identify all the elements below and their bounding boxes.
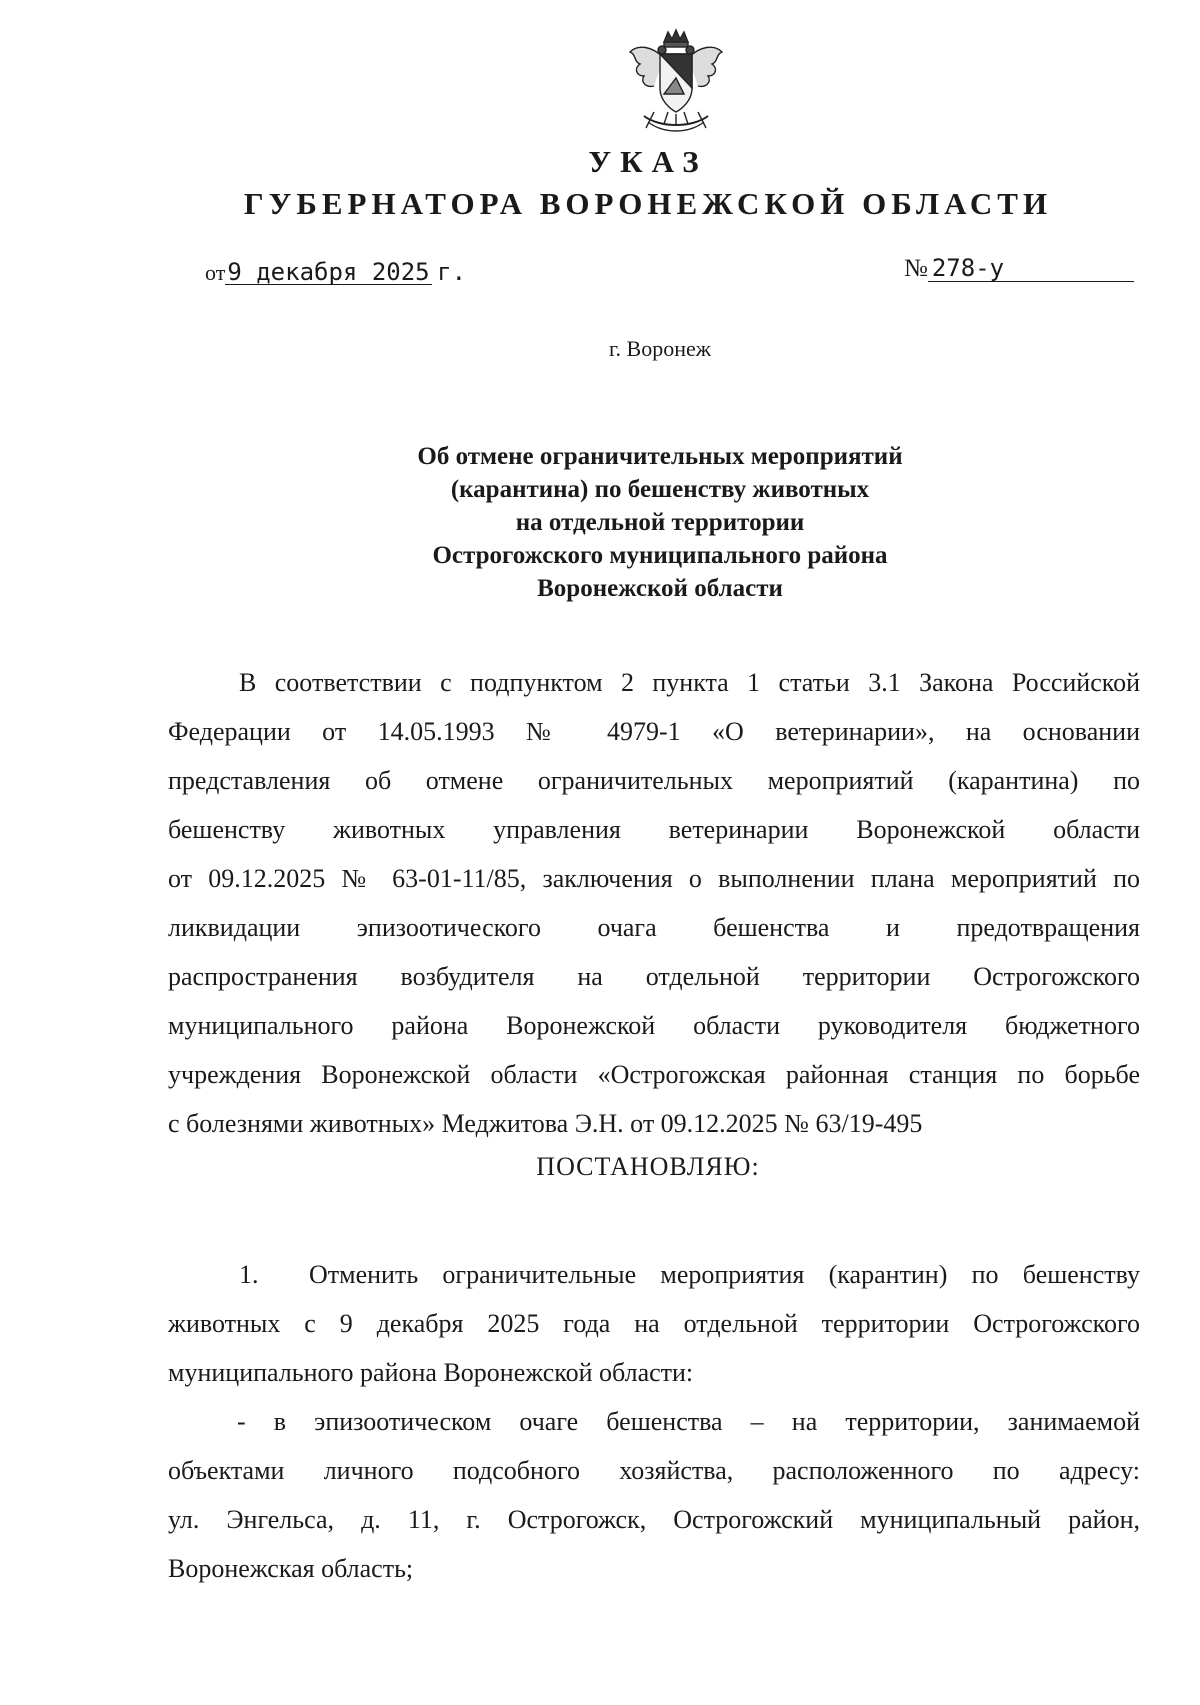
preamble-line: учреждения Воронежской области «Острогожская районная станция по борьбе (168, 1060, 1140, 1089)
item-1-paragraph (168, 1250, 1140, 1397)
issue-city: г. Воронеж (609, 336, 711, 361)
item-number: 1. (239, 1260, 259, 1289)
preamble-line: В соответствии с подпунктом 2 пункта 1 статьи 3.1 Закона Российской (239, 668, 1140, 697)
subitem-line: объектами личного подсобного хозяйства, расположенного по адресу: (168, 1456, 1140, 1485)
subitem-line: - в эпизоотическом очаге бешенства – на территории, занимаемой (237, 1407, 1140, 1436)
title-line: Об отмене ограничительных мероприятий (417, 443, 903, 470)
date-prefix: от (205, 260, 226, 285)
issuing-authority: ГУБЕРНАТОРА ВОРОНЕЖСКОЙ ОБЛАСТИ (243, 186, 1053, 221)
title-line: на отдельной территории (515, 509, 805, 536)
item-1-line: животных с 9 декабря 2025 года на отдельной территории Острогожского (168, 1309, 1140, 1338)
subitem-line: Воронежская область; (168, 1554, 414, 1583)
title-line: Острогожского муниципального района (432, 542, 888, 569)
document-date (205, 258, 466, 286)
document-number (904, 255, 1134, 283)
document-type: УКАЗ (588, 144, 708, 179)
number-sign: № (904, 255, 928, 282)
preamble-paragraph (168, 658, 1140, 1148)
preamble-line: с болезнями животных» Меджитова Э.Н. от 09.12.2025 № 63/19-495 (168, 1109, 923, 1138)
preamble-line: распространения возбудителя на отдельной территории Острогожского (168, 962, 1140, 991)
preamble-line: Федерации от 14.05.1993 № 4979-1 «О ветеринарии», на основании (168, 717, 1140, 746)
item-1-line: Отменить ограничительные мероприятия (карантин) по бешенству (309, 1260, 1140, 1289)
item-1-first-line (168, 1250, 1140, 1299)
date-suffix: г. (437, 258, 467, 286)
preamble-line: представления об отмене ограничительных мероприятий (карантина) по (168, 766, 1140, 795)
item-1-line: муниципального района Воронежской области: (168, 1358, 694, 1387)
preamble-line: муниципального района Воронежской области руководителя бюджетного (168, 1011, 1140, 1040)
item-1-subitem (168, 1397, 1140, 1593)
preamble-line: бешенству животных управления ветеринарии Воронежской области (168, 815, 1140, 844)
subitem-line: ул. Энгельса, д. 11, г. Острогожск, Острогожский муниципальный район, (168, 1505, 1140, 1534)
decree-word: ПОСТАНОВЛЯЮ: (536, 1152, 760, 1181)
preamble-line: от 09.12.2025 № 63-01-11/85, заключения о выполнении плана мероприятий по (168, 864, 1140, 893)
title-line: Воронежской области (537, 575, 783, 602)
voronezh-coat-of-arms-icon (624, 28, 728, 138)
preamble-line: ликвидации эпизоотического очага бешенства и предотвращения (168, 913, 1140, 942)
number-value: 278-у (928, 255, 1134, 282)
title-line: (карантина) по бешенству животных (450, 476, 870, 503)
document-title (300, 440, 1020, 605)
date-value: 9 декабря 2025 (227, 258, 430, 286)
